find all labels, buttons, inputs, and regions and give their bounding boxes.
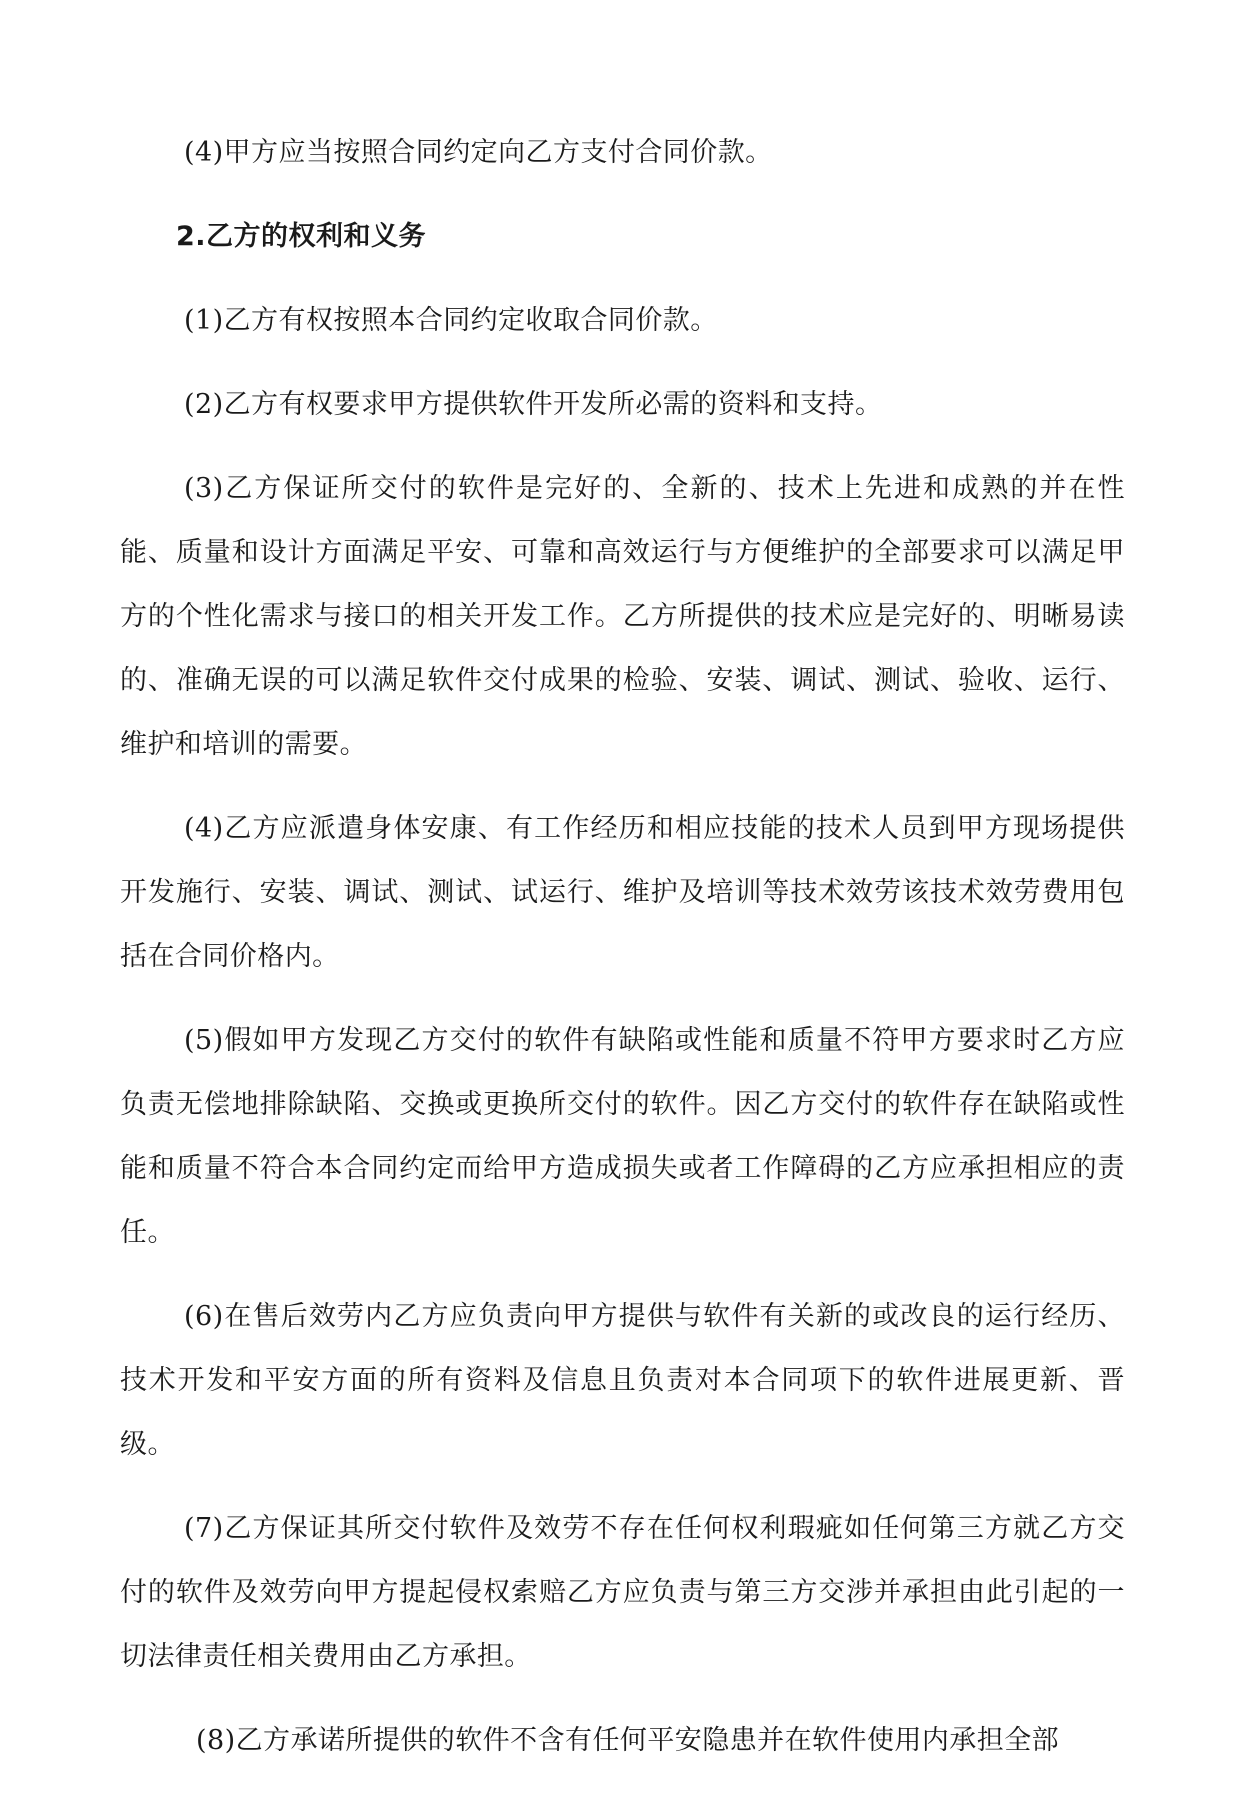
section-heading-party-b-rights: 2.乙方的权利和义务 bbox=[176, 221, 427, 252]
paragraph-b8-security-commitment: (8)乙方承诺所提供的软件不含有任何平安隐患并在软件使用内承担全部 bbox=[196, 1725, 1060, 1756]
paragraph-b2-request-materials: (2)乙方有权要求甲方提供软件开发所必需的资料和支持。 bbox=[184, 389, 883, 420]
paragraph-b7-rights-warranty: (7)乙方保证其所交付软件及效劳不存在任何权利瑕疵如任何第三方就乙方交付的软件及效劳向甲方提起侵权索赔乙方应负责与第三方交涉并承担由此引起的一切法律责任相关费用由乙方承担。 bbox=[120, 1513, 1125, 1672]
document-body bbox=[120, 121, 1125, 1793]
paragraph-b1-collect-price: (1)乙方有权按照本合同约定收取合同价款。 bbox=[184, 305, 718, 336]
paragraph-b3-software-guarantee: (3)乙方保证所交付的软件是完好的、全新的、技术上先进和成熟的并在性能、质量和设计方面满足平安、可靠和高效运行与方便维护的全部要求可以满足甲方的个性化需求与接口的相关开发工作。乙方所提供的技术应是完好的、明晰易读的、准确无误的可以满足软件交付成果的检验、安装、调试、测试、验收、运行、维护和培训的需要。 bbox=[120, 473, 1125, 760]
paragraph-b4-technical-staff: (4)乙方应派遣身体安康、有工作经历和相应技能的技术人员到甲方现场提供开发施行、安装、调试、测试、试运行、维护及培训等技术效劳该技术效劳费用包括在合同价格内。 bbox=[120, 813, 1125, 972]
paragraph-party-a-payment: (4)甲方应当按照合同约定向乙方支付合同价款。 bbox=[184, 137, 773, 168]
paragraph-b6-after-sales: (6)在售后效劳内乙方应负责向甲方提供与软件有关新的或改良的运行经历、技术开发和平安方面的所有资料及信息且负责对本合同项下的软件进展更新、晋级。 bbox=[120, 1301, 1125, 1460]
paragraph-b5-defect-remedy: (5)假如甲方发现乙方交付的软件有缺陷或性能和质量不符甲方要求时乙方应负责无偿地排除缺陷、交换或更换所交付的软件。因乙方交付的软件存在缺陷或性能和质量不符合本合同约定而给甲方造成损失或者工作障碍的乙方应承担相应的责任。 bbox=[120, 1025, 1125, 1248]
